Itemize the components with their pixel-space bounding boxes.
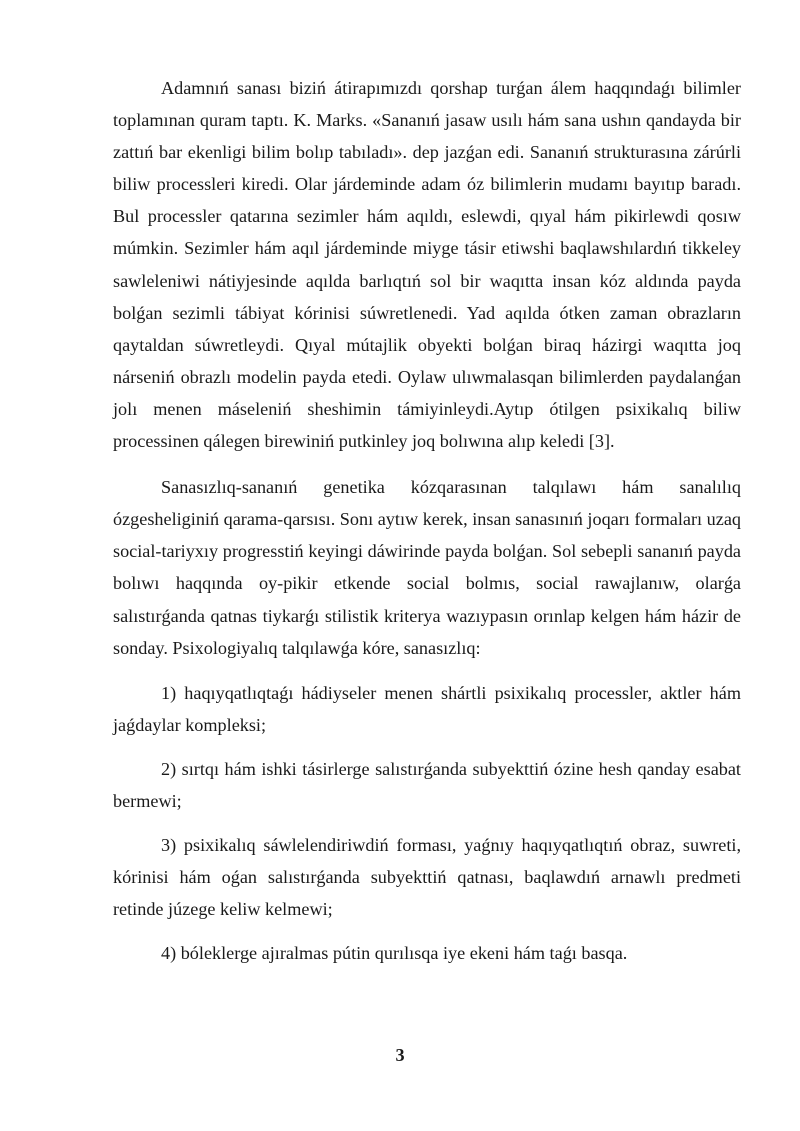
paragraph-unconsciousness-definition: Sanasızlıq-sananıń genetika kózqarasınan talqılawı hám sanalılıq ózgesheliginiń qarama-qarsısı. Sonı aytıw kerek, insan sanasınıń joqarı formaları uzaq social-tariyxıy progresstiń keyingi dáwirinde payda bolǵan. Sol sebepli sananıń payda bolıwı haqqında oy-pikir etkende social bolmıs, social rawajlanıw, olarǵa salıstırǵanda qatnas tiykarǵı stilistik kriterya wazıypasın orınlap kelgen hám házir de sonday. Psixologiyalıq talqılawǵa kóre, sanasızlıq:: [113, 477, 741, 658]
list-item-3: 3) psixikalıq sáwlelendiriwdiń forması, yaǵnıy haqıyqatlıqtıń obraz, suwreti, kórinisi hám oǵan salıstırǵanda subyekttiń qatnası, baqlawdıń arnawlı predmeti retinde júzege keliw kelmewi;: [113, 835, 741, 920]
list-item-1: 1) haqıyqatlıqtaǵı hádiyseler menen shártli psixikalıq processler, aktler hám jaǵdaylar kompleksi;: [113, 682, 741, 735]
list-item-4: 4) bóleklerge ajıralmas pútin qurılısqa iye ekeni hám taǵı basqa.: [161, 943, 628, 964]
list-item-2: 2) sırtqı hám ishki tásirlerge salıstırǵanda subyekttiń ózine hesh qanday esabat bermewi;: [113, 758, 741, 811]
page-number: 3: [395, 1045, 405, 1065]
paragraph-consciousness-knowledge: Adamnıń sanası biziń átirapımızdı qorshap turǵan álem haqqındaǵı bilimler toplamınan quram taptı. K. Marks. «Sananıń jasaw usılı hám sana ushın qandayda bir zattıń bar ekenligi bilim bolıp tabıladı». dep jazǵan edi. Sananıń strukturasına zárúrli biliw processleri kiredi. Olar járdeminde adam óz bilimlerin mudamı bayıtıp baradı. Bul processler qatarına sezimler hám aqıldı, eslewdi, qıyal hám pikirlewdi qosıw múmkin. Sezimler hám aqıl járdeminde miyge tásir etiwshi baqlawshılardıń tikkeley sawleleniwi nátiyjesinde aqılda barlıqtıń sol bir waqıtta insan kóz aldında payda bolǵan sezimli tábiyat kórinisi súwretlenedi. Yad aqılda ótken zaman obrazların qaytaldan súwretleydi. Qıyal mútajlik obyekti bolǵan biraq házirgi waqıtta joq nárseniń obrazlı modelin payda etedi. Oylaw ulıwmalasqan bilimlerden paydalanǵan jolı menen máseleniń sheshimin támiyinleydi.Aytıp ótilgen psixikalıq biliw processinen qálegen birewiniń putkinley joq bolıwına alıp keledi [3].: [113, 78, 741, 452]
document-body: [113, 72, 741, 981]
